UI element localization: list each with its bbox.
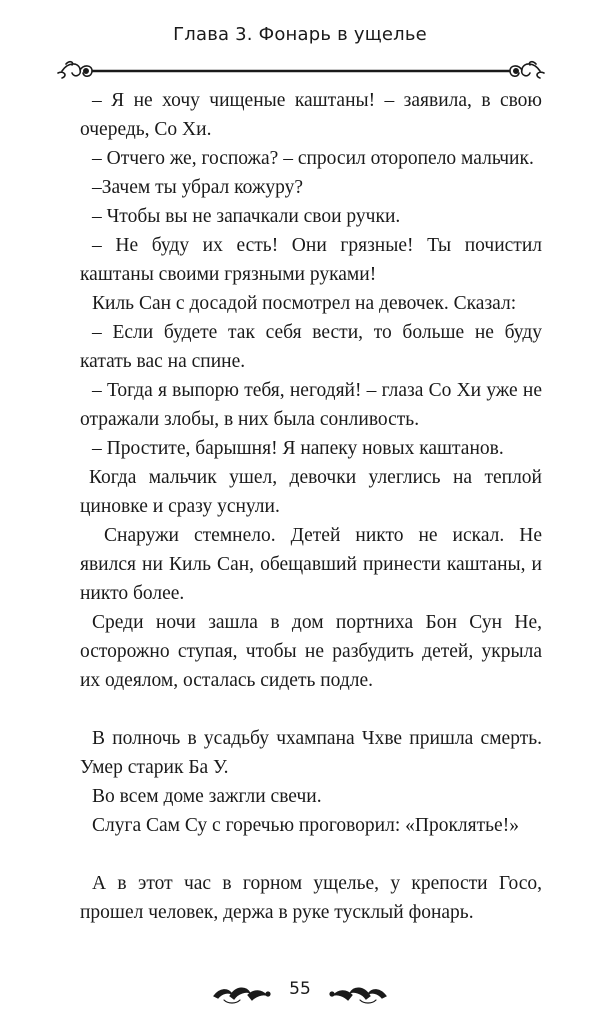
chapter-body-text (80, 86, 542, 927)
paragraph: – Если будете так себя вести, то больше не буду катать вас на спине. (80, 322, 542, 372)
paragraph: – Отчего же, госпожа? – спросил оторопело мальчик. (92, 148, 534, 169)
leaf-swirl-icon-left (210, 980, 272, 1006)
paragraph: – Простите, барышня! Я напеку новых каштанов. (92, 438, 504, 459)
paragraph: В полночь в усадьбу чхампана Чхве пришла смерть. Умер старик Ба У. (80, 728, 542, 778)
page-number: 55 (289, 979, 311, 999)
paragraph: – Тогда я выпорю тебя, негодяй! – глаза Со Хи уже не отражали злобы, в них была сонливость. (80, 380, 542, 430)
paragraph: –Зачем ты убрал кожуру? (92, 177, 304, 198)
paragraph: А в этот час в горном ущелье, у крепости Госо, прошел человек, держа в руке тусклый фонарь. (80, 873, 542, 923)
paragraph: – Я не хочу чищеные каштаны! – заявила, в свою очередь, Со Хи. (80, 90, 542, 140)
scroll-flourish-icon-right (510, 62, 544, 78)
leaf-swirl-icon-right (328, 980, 390, 1006)
paragraph: Киль Сан с досадой посмотрел на девочек. Сказал: (92, 293, 517, 314)
paragraph: Снаружи стемнело. Детей никто не искал. Не явился ни Киль Сан, обещавший принести каштаны, и никто более. (80, 525, 542, 604)
paragraph: Слуга Сам Су с горечью проговорил: «Проклятье!» (92, 815, 519, 836)
page-footer (0, 976, 600, 1016)
paragraph: – Чтобы вы не запачкали свои ручки. (92, 206, 401, 227)
running-head-title: Глава 3. Фонарь в ущелье (173, 24, 427, 45)
paragraph: Во всем доме зажгли свечи. (92, 786, 322, 807)
paragraph: – Не буду их есть! Они грязные! Ты почистил каштаны своими грязными руками! (80, 235, 542, 285)
header-ornament-rule (56, 56, 546, 86)
paragraph: Когда мальчик ушел, девочки улеглись на теплой циновке и сразу уснули. (80, 467, 542, 517)
paragraph: Среди ночи зашла в дом портниха Бон Сун Не, осторожно ступая, чтобы не разбудить детей, укрыла их одеялом, осталась сидеть подле. (80, 612, 542, 691)
scroll-flourish-icon-left (58, 62, 92, 78)
